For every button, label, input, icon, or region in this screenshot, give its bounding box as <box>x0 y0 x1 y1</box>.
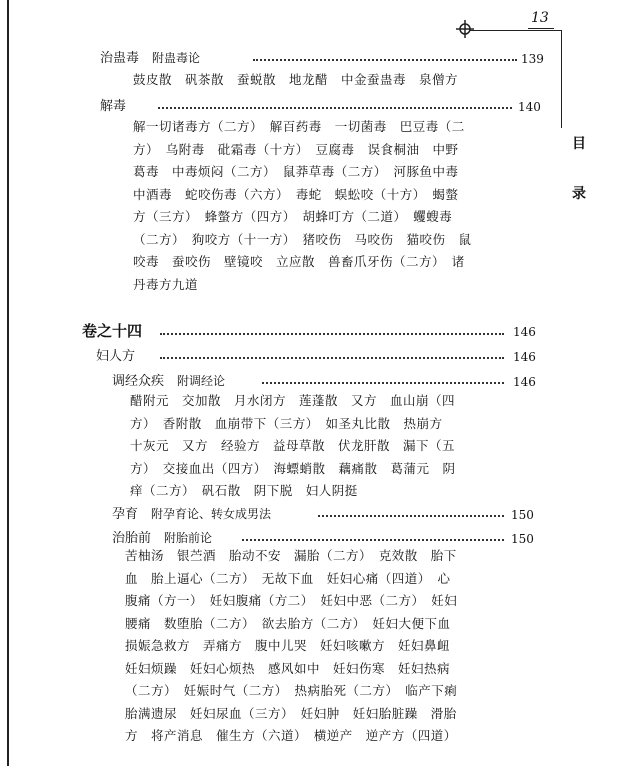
toc-entry-body: 解一切诸毒方（二方） 解百药毒 一切菌毒 巴豆毒（二 方） 乌附毒 砒霜毒（十方） 豆腐毒 误食桐油 中野 葛毒 中毒烦闷（二方） 鼠莽草毒（二方） 河豚鱼中毒 中酒毒 蛇咬伤毒（六方） 毒蛇 蜈蚣咬（十方） 蝎螫 方（三方） 蜂螫方（四方） 胡蜂叮方（二道） 蠼螋毒 （二方） 狗咬方（十一方） 猪咬伤 马咬伤 猫咬伤 鼠 咬毒 蚕咬伤 壁镜咬 立应散 兽畜爪牙伤（二方） 诸 丹毒方九道 <box>133 119 472 292</box>
page-number-underline <box>528 28 554 29</box>
leader-dots <box>242 539 504 541</box>
toc-entry-title: 孕育 附孕育论、转女成男法 <box>112 507 272 522</box>
left-margin-rule <box>7 0 9 766</box>
toc-page-number: 150 <box>511 508 534 522</box>
toc-page-number: 146 <box>513 375 536 389</box>
side-label-mu: 目 <box>572 136 586 152</box>
leader-dots <box>253 59 517 61</box>
side-rule <box>561 30 562 128</box>
leader-dots <box>160 357 504 359</box>
side-label-lu: 录 <box>572 186 586 202</box>
page-number: 13 <box>531 10 549 26</box>
toc-page-number: 139 <box>521 52 544 66</box>
toc-page-number: 146 <box>513 325 536 339</box>
header-rule <box>470 30 562 31</box>
leader-dots <box>262 382 504 384</box>
toc-entry-body: 醋附元 交加散 月水闭方 莲蓬散 又方 血山崩（四 方） 香附散 血崩带下（三方） 如圣丸比散 热崩方 十灰元 又方 经验方 益母草散 伏龙肝散 漏下（五 方） 交接血出（四方） 海螵蛸散 藕痛散 葛蒲元 阴 痒（二方） 矾石散 阴下脱 妇人阴挺 <box>130 393 456 498</box>
leader-dots <box>160 333 504 335</box>
leader-dots <box>158 107 512 109</box>
toc-entry-title: 调经众疾 附调经论 <box>112 374 226 389</box>
toc-entry-body: 苦柚汤 银苎酒 胎动不安 漏胎（二方） 克效散 胎下 血 胎上逼心（二方） 无故下血 妊妇心痛（四道） 心 腹痛（方一） 妊妇腹痛（方二） 妊妇中恶（二方） 妊妇 腰痛 数堕胎（二方） 欲去胎方（二方） 妊妇大便下血 损娠急救方 弄痛方 腹中儿哭 妊妇咳嗽方 妊妇鼻衄 妊妇烦躁 妊妇心烦热 感风如中 妊妇伤寒 妊妇热病 （二方） 妊娠时气（二方） 热病胎死（二方） 临产下痢 胎满遗尿 妊妇尿血（三方） 妊妇肿 妊妇胎脏躁 滑胎 方 将产消息 催生方（六道） 横逆产 逆产方（四道） <box>125 548 458 743</box>
toc-page-number: 146 <box>513 350 536 364</box>
toc-entry-body: 鼓皮散 矾茶散 蚕蜕散 地龙醋 中金蚕蛊毒 泉僧方 <box>133 72 459 87</box>
leader-dots <box>318 515 504 517</box>
toc-entry-title: 妇人方 <box>96 349 136 364</box>
toc-entry-title: 解毒 <box>100 99 127 114</box>
toc-entry-title: 治蛊毒 附蛊毒论 <box>100 51 201 66</box>
volume-heading: 卷之十四 <box>82 322 143 340</box>
toc-page-number: 140 <box>518 100 541 114</box>
toc-page-number: 150 <box>511 532 534 546</box>
ornament-icon <box>455 19 475 39</box>
toc-entry-title: 治胎前 附胎前论 <box>112 531 213 546</box>
